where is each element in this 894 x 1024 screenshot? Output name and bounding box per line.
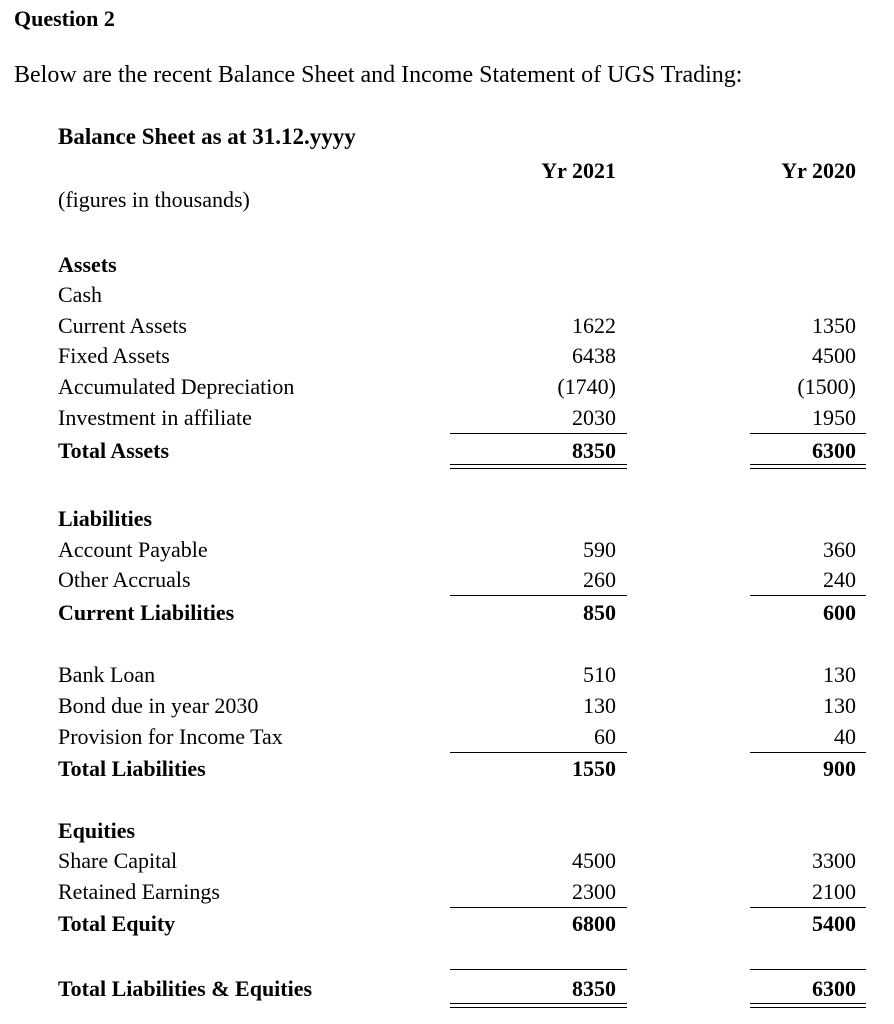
subtotal-rule: [750, 907, 866, 908]
grand-total-2020: 6300: [812, 976, 856, 1001]
total-assets-2020: 6300: [812, 438, 856, 463]
value-provision-2021: 60: [594, 724, 616, 749]
current-liabilities-2021: 850: [583, 600, 616, 625]
subtotal-rule: [750, 752, 866, 753]
figures-note: (figures in thousands): [58, 187, 250, 212]
value-current-assets-2020: 1350: [812, 313, 856, 338]
total-assets-2021: 8350: [572, 438, 616, 463]
row-label-retained-earnings: Retained Earnings: [58, 879, 220, 904]
question-title: Question 2: [14, 6, 115, 31]
subtotal-rule: [450, 433, 627, 434]
current-liabilities-label: Current Liabilities: [58, 600, 235, 625]
row-label-cash: Cash: [58, 282, 102, 307]
value-bank-loan-2020: 130: [823, 662, 856, 687]
total-double-rule: [450, 468, 627, 469]
total-equity-label: Total Equity: [58, 911, 176, 936]
subtotal-rule: [750, 595, 866, 596]
subtotal-rule: [450, 752, 627, 753]
total-liabilities-2021: 1550: [572, 756, 616, 781]
value-fixed-assets-2021: 6438: [572, 343, 616, 368]
total-double-rule: [750, 1007, 866, 1008]
row-label-other-accruals: Other Accruals: [58, 567, 191, 592]
value-share-capital-2020: 3300: [812, 848, 856, 873]
value-current-assets-2021: 1622: [572, 313, 616, 338]
value-other-accruals-2020: 240: [823, 567, 856, 592]
row-label-bank-loan: Bank Loan: [58, 662, 156, 687]
assets-heading: Assets: [58, 252, 117, 277]
total-equity-2021: 6800: [572, 911, 616, 936]
intro-text: Below are the recent Balance Sheet and Income Statement of UGS Trading:: [14, 62, 743, 88]
row-label-fixed-assets: Fixed Assets: [58, 343, 170, 368]
value-bank-loan-2021: 510: [583, 662, 616, 687]
liabilities-heading: Liabilities: [58, 506, 153, 531]
value-account-payable-2020: 360: [823, 537, 856, 562]
total-double-rule: [450, 1007, 627, 1008]
value-fixed-assets-2020: 4500: [812, 343, 856, 368]
row-label-account-payable: Account Payable: [58, 537, 208, 562]
total-double-rule: [750, 1003, 866, 1004]
total-liabilities-label: Total Liabilities: [58, 756, 206, 781]
subtotal-rule: [450, 907, 627, 908]
value-investment-2020: 1950: [812, 405, 856, 430]
value-investment-2021: 2030: [572, 405, 616, 430]
column-header-2020: Yr 2020: [781, 158, 856, 183]
total-liabilities-2020: 900: [823, 756, 856, 781]
total-double-rule: [450, 464, 627, 465]
row-label-accumulated-depreciation: Accumulated Depreciation: [58, 374, 295, 399]
row-label-investment-in-affiliate: Investment in affiliate: [58, 405, 252, 430]
value-retained-earnings-2020: 2100: [812, 879, 856, 904]
total-equity-2020: 5400: [812, 911, 856, 936]
subtotal-rule: [450, 969, 627, 970]
subtotal-rule: [750, 969, 866, 970]
row-label-provision-income-tax: Provision for Income Tax: [58, 724, 283, 749]
subtotal-rule: [450, 595, 627, 596]
row-label-current-assets: Current Assets: [58, 313, 187, 338]
value-share-capital-2021: 4500: [572, 848, 616, 873]
total-double-rule: [750, 464, 866, 465]
equities-heading: Equities: [58, 818, 136, 843]
value-accumulated-depreciation-2020: (1500): [797, 374, 856, 399]
value-retained-earnings-2021: 2300: [572, 879, 616, 904]
value-provision-2020: 40: [834, 724, 856, 749]
value-bond-2020: 130: [823, 693, 856, 718]
total-double-rule: [450, 1003, 627, 1004]
value-other-accruals-2021: 260: [583, 567, 616, 592]
value-bond-2021: 130: [583, 693, 616, 718]
value-account-payable-2021: 590: [583, 537, 616, 562]
balance-sheet-title: Balance Sheet as at 31.12.yyyy: [58, 124, 356, 149]
current-liabilities-2020: 600: [823, 600, 856, 625]
row-label-bond: Bond due in year 2030: [58, 693, 259, 718]
value-accumulated-depreciation-2021: (1740): [557, 374, 616, 399]
total-assets-label: Total Assets: [58, 438, 170, 463]
total-double-rule: [750, 468, 866, 469]
column-header-2021: Yr 2021: [541, 158, 616, 183]
grand-total-label: Total Liabilities & Equities: [58, 976, 313, 1001]
subtotal-rule: [750, 433, 866, 434]
row-label-share-capital: Share Capital: [58, 848, 178, 873]
grand-total-2021: 8350: [572, 976, 616, 1001]
